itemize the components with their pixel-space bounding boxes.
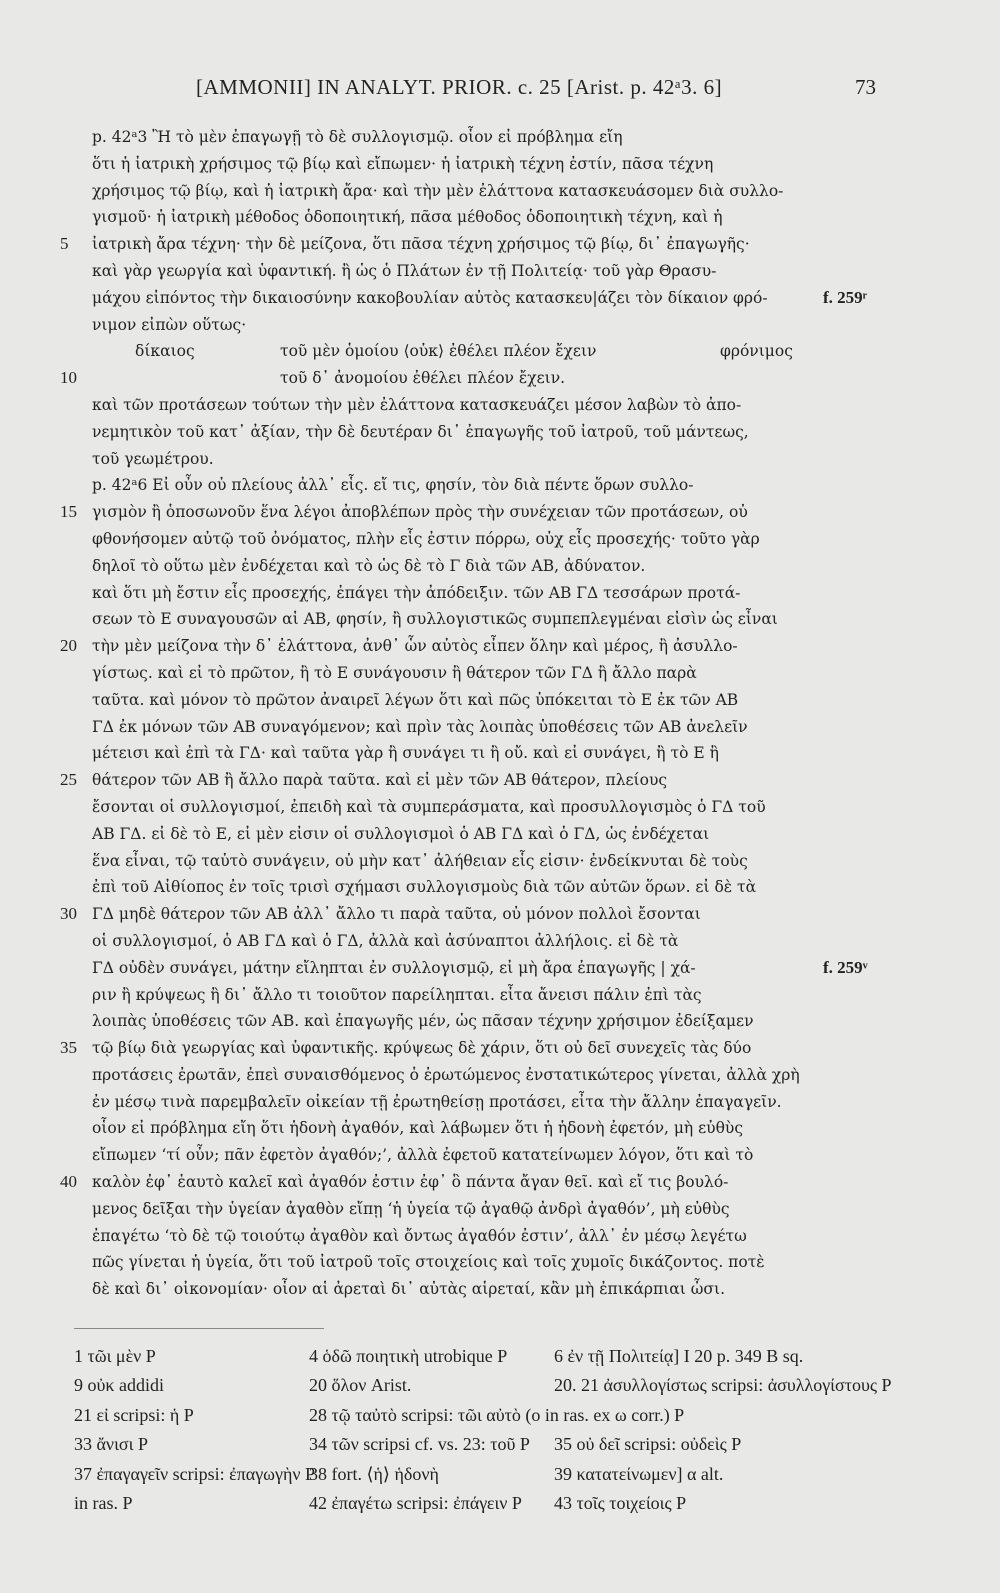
line-number: 5 — [60, 234, 69, 254]
apparatus-row — [74, 1430, 874, 1459]
text-line — [0, 1249, 862, 1276]
apparatus-note: 37 ἐπαγαγεῖν scripsi: ἐπαγωγὴν P — [74, 1463, 316, 1484]
line-text: ὅτι ἡ ἰατρικὴ χρήσιμος τῷ βίῳ καὶ εἴπωμεν· ἡ ἰατρικὴ τέχνη ἐστίν, πᾶσα τέχνη — [92, 154, 714, 173]
line-text: πῶς γίνεται ἡ ὑγεία, ὅτι τοῦ ἰατροῦ τοῖς στοιχείοις καὶ τοῖς χυμοῖς δικάζοντος. ποτὲ — [92, 1253, 765, 1272]
line-text: καὶ ὅτι μὴ ἔστιν εἷς προσεχής, ἐπάγει τὴν ἀπόδειξιν. τῶν ΑΒ ΓΔ τεσσάρων προτά- — [92, 583, 741, 602]
line-text: ΓΔ μηδὲ θάτερον τῶν ΑΒ ἀλλ᾽ ἄλλο τι παρὰ ταῦτα, οὐ μόνον πολλοὶ ἔσονται — [92, 905, 701, 924]
text-line — [0, 124, 862, 151]
apparatus-note: 39 κατατείνωμεν] α alt. — [554, 1463, 724, 1484]
line-text: τῷ βίῳ διὰ γεωργίας καὶ ὑφαντικῆς. κρύψεως δὲ χάριν, ὅτι οὐ δεῖ συνεχεῖς τὰς δύο — [92, 1039, 752, 1058]
line-text: οἷον εἰ πρόβλημα εἴη ὅτι ἡδονὴ ἀγαθόν, καὶ λάβωμεν ὅτι ἡ ἡδονὴ ἐφετόν, μὴ εὐθὺς — [92, 1119, 744, 1138]
line-text: ἐπαγέτω ‘τὸ δὲ τῷ τοιούτῳ ἀγαθὸν καὶ ὄντως ἀγαθόν ἐστιν’, ἀλλ᾽ ἐν μέσῳ λεγέτω — [92, 1226, 747, 1245]
apparatus-note: 42 ἐπαγέτω scripsi: ἐπάγειν P — [309, 1492, 522, 1513]
page-number: 73 — [855, 75, 876, 99]
running-header — [196, 75, 876, 100]
apparatus-note: 20 ὅλον Arist. — [309, 1375, 412, 1396]
line-number: 10 — [60, 368, 77, 388]
line-number: 25 — [60, 770, 77, 790]
text-line — [0, 499, 862, 526]
line-text: p. 42ᵃ3 Ἢ τὸ μὲν ἐπαγωγῇ τὸ δὲ συλλογισμῷ. οἷον εἰ πρόβλημα εἴη — [92, 128, 623, 146]
apparatus-note: 34 τῶν scripsi cf. vs. 23: τοῦ P — [309, 1434, 530, 1455]
verse-line — [0, 338, 862, 365]
text-line — [0, 1089, 862, 1116]
text-line — [0, 446, 862, 473]
text-line — [0, 472, 862, 499]
apparatus-note: 6 ἐν τῇ Πολιτείᾳ] I 20 p. 349 B sq. — [554, 1346, 804, 1366]
text-line — [0, 580, 862, 607]
line-text: νιμον εἰπὼν οὕτως· — [92, 315, 247, 334]
apparatus-row — [74, 1342, 874, 1371]
text-line — [0, 660, 862, 687]
text-line — [0, 1223, 862, 1250]
line-text: ἐν μέσῳ τινὰ παρεμβαλεῖν οἰκείαν τῇ ἐρωτηθείσῃ προτάσει, εἶτα τὴν ἄλλην ἐπαγαγεῖν. — [92, 1092, 782, 1111]
line-text: μέτεισι καὶ ἐπὶ τὰ ΓΔ· καὶ ταῦτα γὰρ ἢ συνάγει τι ἢ οὔ. καὶ εἰ συνάγει, ἢ τὸ Ε ἢ — [92, 744, 719, 763]
text-line — [0, 794, 862, 821]
text-line — [0, 874, 862, 901]
line-number: 40 — [60, 1172, 77, 1192]
line-text: ΓΔ ἐκ μόνων τῶν ΑΒ συναγόμενον; καὶ πρὶν τὰς λοιπὰς ὑποθέσεις τῶν ΑΒ ἀνελεῖν — [92, 717, 748, 736]
apparatus-note: 20. 21 ἀσυλλογίστως scripsi: ἀσυλλογίστους P — [554, 1375, 892, 1396]
text-line — [0, 740, 862, 767]
line-text: εἴπωμεν ‘τί οὖν; πᾶν ἐφετὸν ἀγαθόν;’, ἀλλὰ ἐφετοῦ κατατείνωμεν λόγον, ὅτι καὶ τὸ — [92, 1146, 754, 1165]
line-text: μάχου εἰπόντος τὴν δικαιοσύνην κακοβουλίαν αὐτὸς κατασκευ|άζει τὸν δίκαιον φρό- — [92, 288, 768, 307]
line-text: γισμὸν ἢ ὁποσωνοῦν ἕνα λέγοι ἀποβλέπων πρὸς τὴν συνέχειαν τῶν προτάσεων, οὐ — [92, 503, 748, 522]
line-number: 20 — [60, 636, 77, 656]
text-line — [0, 1169, 862, 1196]
text-line — [0, 714, 862, 741]
text-line — [0, 1115, 862, 1142]
line-text: γισμοῦ· ἡ ἰατρικὴ μέθοδος ὁδοποιητική, πᾶσα μέθοδος ὁδοποιητικὴ τέχνη, καὶ ἡ — [92, 208, 723, 227]
text-line — [0, 955, 868, 982]
text-line — [0, 258, 862, 285]
line-text: ριν ἢ κρύψεως ἢ δι᾽ ἄλλο τι τοιοῦτον παρείληπται. εἶτα ἄνεισι πάλιν ἐπὶ τὰς — [92, 985, 702, 1004]
text-line — [0, 231, 862, 258]
line-text: σεων τὸ Ε συναγουσῶν αἱ ΑΒ, φησίν, ἢ συλλογιστικῶς συμπεπλεγμέναι εἰσὶν ὡς εἶναι — [92, 610, 778, 629]
verse-right: φρόνιμος — [720, 342, 793, 361]
line-text: καλὸν ἐφ᾽ ἑαυτὸ καλεῖ καὶ ἀγαθόν ἐστιν ἐφ᾽ ὃ πάντα ἄγαν θεῖ. καὶ εἴ τις βουλό- — [92, 1173, 729, 1192]
footnote-rule — [74, 1328, 324, 1329]
apparatus-note: 43 τοῖς τοιχείοις P — [554, 1492, 687, 1513]
apparatus-note: 38 fort. ⟨ἡ⟩ ἡδονὴ — [309, 1463, 439, 1484]
text-line — [0, 633, 862, 660]
verse-quote: τοῦ μὲν ὁμοίου ⟨οὐκ⟩ ἐθέλει πλέον ἔχειν — [280, 342, 597, 361]
line-number: 30 — [60, 904, 77, 924]
line-number: 15 — [60, 502, 77, 522]
text-line — [0, 526, 862, 553]
main-text — [0, 124, 1000, 1303]
text-line — [0, 178, 862, 205]
apparatus-note: 21 εἰ scripsi: ἡ P — [74, 1404, 194, 1425]
text-line — [0, 204, 862, 231]
text-line — [0, 767, 862, 794]
apparatus-row — [74, 1489, 874, 1518]
text-line — [0, 928, 862, 955]
line-text: γίστως. καὶ εἰ τὸ πρῶτον, ἢ τὸ Ε συνάγουσιν ἢ θάτερον τῶν ΓΔ ἢ ἄλλο παρὰ — [92, 663, 697, 682]
text-line — [0, 1142, 862, 1169]
line-text: ταῦτα. καὶ μόνον τὸ πρῶτον ἀναιρεῖ λέγων ὅτι καὶ πῶς ὑπόκειται τὸ Ε ἐκ τῶν ΑΒ — [92, 690, 739, 709]
text-line — [0, 1035, 862, 1062]
line-text: καὶ γὰρ γεωργία καὶ ὑφαντική. ἢ ὡς ὁ Πλάτων ἐν τῇ Πολιτείᾳ· τοῦ γὰρ Θρασυ- — [92, 261, 717, 280]
line-text: χρήσιμος τῷ βίῳ, καὶ ἡ ἰατρικὴ ἄρα· καὶ τὴν μὲν ἐλάττονα κατασκευάσομεν διὰ συλλο- — [92, 181, 784, 200]
line-text: μενος δεῖξαι τὴν ὑγείαν ἀγαθὸν εἴπῃ ‘ἡ ὑγεία τῷ ἀγαθῷ ἀνδρὶ ἀγαθόν’, μὴ εὐθὺς — [92, 1199, 730, 1218]
text-line — [0, 151, 862, 178]
apparatus-note: 35 οὐ δεῖ scripsi: οὐδεὶς P — [554, 1434, 742, 1455]
text-line — [0, 606, 862, 633]
line-text: φθονήσομεν αὐτῷ τοῦ ὀνόματος, πλὴν εἷς ἐστιν πόρρω, οὐχ εἷς προσεχής· τοῦτο γὰρ — [92, 529, 760, 548]
apparatus-note: in ras. P — [74, 1492, 133, 1513]
text-line — [0, 1276, 862, 1303]
line-text: ἰατρικὴ ἄρα τέχνη· τὴν δὲ μείζονα, ὅτι πᾶσα τέχνη χρήσιμος τῷ βίῳ, δι᾽ ἐπαγωγῆς· — [92, 235, 750, 254]
apparatus-criticus — [74, 1342, 892, 1518]
line-text: τοῦ γεωμέτρου. — [92, 449, 214, 468]
text-line — [0, 848, 862, 875]
line-text: ΓΔ οὐδὲν συνάγει, μάτην εἴληπται ἐν συλλογισμῷ, εἰ μὴ ἄρα ἐπαγωγῆς | χά- — [92, 958, 696, 977]
line-text: ΑΒ ΓΔ. εἰ δὲ τὸ Ε, εἰ μὲν εἰσιν οἱ συλλογισμοὶ ὁ ΑΒ ΓΔ καὶ ὁ ΓΔ, ὡς ἐνδέχεται — [92, 824, 710, 843]
text-line — [0, 553, 862, 580]
text-line — [0, 312, 862, 339]
apparatus-row — [74, 1371, 892, 1400]
line-text: θάτερον τῶν ΑΒ ἢ ἄλλο παρὰ ταῦτα. καὶ εἰ μὲν τῶν ΑΒ θάτερον, πλείους — [92, 771, 668, 790]
text-line — [0, 392, 862, 419]
line-text: δὲ καὶ δι᾽ οἰκονομίαν· οἷον αἱ ἀρεταὶ δι᾽ αὑτὰς αἱρεταί, κἂν μὴ ἐπικάρπιαι ὦσι. — [92, 1280, 726, 1299]
text-line — [0, 687, 862, 714]
line-text: οἱ συλλογισμοί, ὁ ΑΒ ΓΔ καὶ ὁ ΓΔ, ἀλλὰ καὶ ἀσύναπτοι ἀλλήλοις. εἰ δὲ τὰ — [92, 931, 679, 950]
line-number: 35 — [60, 1038, 77, 1058]
text-line — [0, 285, 867, 312]
line-text: τὴν μὲν μείζονα τὴν δ᾽ ἐλάττονα, ἀνθ᾽ ὧν αὐτὸς εἶπεν ὅλην καὶ μέρος, ἢ ἀσυλλο- — [92, 637, 738, 656]
text-line — [0, 821, 862, 848]
line-text: ἐπὶ τοῦ Αἰθίοπος ἐν τοῖς τρισὶ σχήμασι συλλογισμοὺς διὰ τῶν αὐτῶν ὅρων. εἰ δὲ τὰ — [92, 878, 757, 897]
apparatus-note: 4 ὁδῶ ποιητικὴ utrobique P — [309, 1346, 508, 1366]
line-text: δηλοῖ τὸ οὕτω μὲν ἐνδέχεται καὶ τὸ ὡς δὲ τὸ Γ διὰ τῶν ΑΒ, ἀδύνατον. — [92, 556, 646, 575]
verse-quote: τοῦ δ᾽ ἀνομοίου ἐθέλει πλέον ἔχειν. — [280, 369, 566, 388]
line-text: ἔσονται οἱ συλλογισμοί, ἐπειδὴ καὶ τὰ συμπεράσματα, καὶ προσυλλογισμὸς ὁ ΓΔ τοῦ — [92, 797, 766, 816]
line-text: προτάσεις ἐρωτᾶν, ἐπεὶ συναισθόμενος ὁ ἐρωτώμενος ἐνστατικώτερος γίνεται, ἀλλὰ χρὴ — [92, 1065, 800, 1084]
line-text: p. 42ᵃ6 Εἰ οὖν οὐ πλείους ἀλλ᾽ εἷς. εἴ τις, φησίν, τὸν διὰ πέντε ὅρων συλλο- — [92, 476, 694, 495]
folio-marker: f. 259ʳ — [823, 287, 867, 307]
text-line — [0, 982, 862, 1009]
text-line — [0, 1196, 862, 1223]
verse-line — [0, 365, 862, 392]
apparatus-note: 28 τῷ ταὐτὸ scripsi: τῶι αὐτὸ (o in ras. ex ω corr.) P — [309, 1404, 685, 1425]
line-text: νεμητικὸν τοῦ κατ᾽ ἀξίαν, τὴν δὲ δευτέραν δι᾽ ἐπαγωγῆς τοῦ ἰατροῦ, τοῦ μάντεως, — [92, 422, 749, 441]
text-line — [0, 1062, 862, 1089]
text-line — [0, 1008, 862, 1035]
folio-marker: f. 259ᵛ — [823, 957, 868, 977]
line-text: ἕνα εἶναι, τῷ ταὐτὸ συνάγειν, οὐ μὴν κατ᾽ ἀλήθειαν εἷς εἰσιν· ἐνδείκνυται δὲ τοὺς — [92, 851, 748, 870]
apparatus-row — [74, 1401, 874, 1430]
text-line — [0, 419, 862, 446]
line-text: καὶ τῶν προτάσεων τούτων τὴν μὲν ἐλάττονα κατασκευάζει μέσον λαβὼν τὸ ἀπο- — [92, 395, 742, 414]
verse-left: δίκαιος — [135, 342, 195, 361]
text-line — [0, 901, 862, 928]
line-text: λοιπὰς ὑποθέσεις τῶν ΑΒ. καὶ ἐπαγωγῆς μέν, ὡς πᾶσαν τέχνην χρήσιμον ἐδείξαμεν — [92, 1012, 754, 1031]
apparatus-note: 1 τῶι μὲν P — [74, 1346, 156, 1366]
header-title: [AMMONII] IN ANALYT. PRIOR. c. 25 [Arist. p. 42ᵃ3. 6] — [196, 75, 723, 99]
apparatus-row — [74, 1460, 874, 1489]
apparatus-note: 9 οὐκ addidi — [74, 1375, 164, 1396]
apparatus-note: 33 ἄνισι P — [74, 1434, 148, 1455]
